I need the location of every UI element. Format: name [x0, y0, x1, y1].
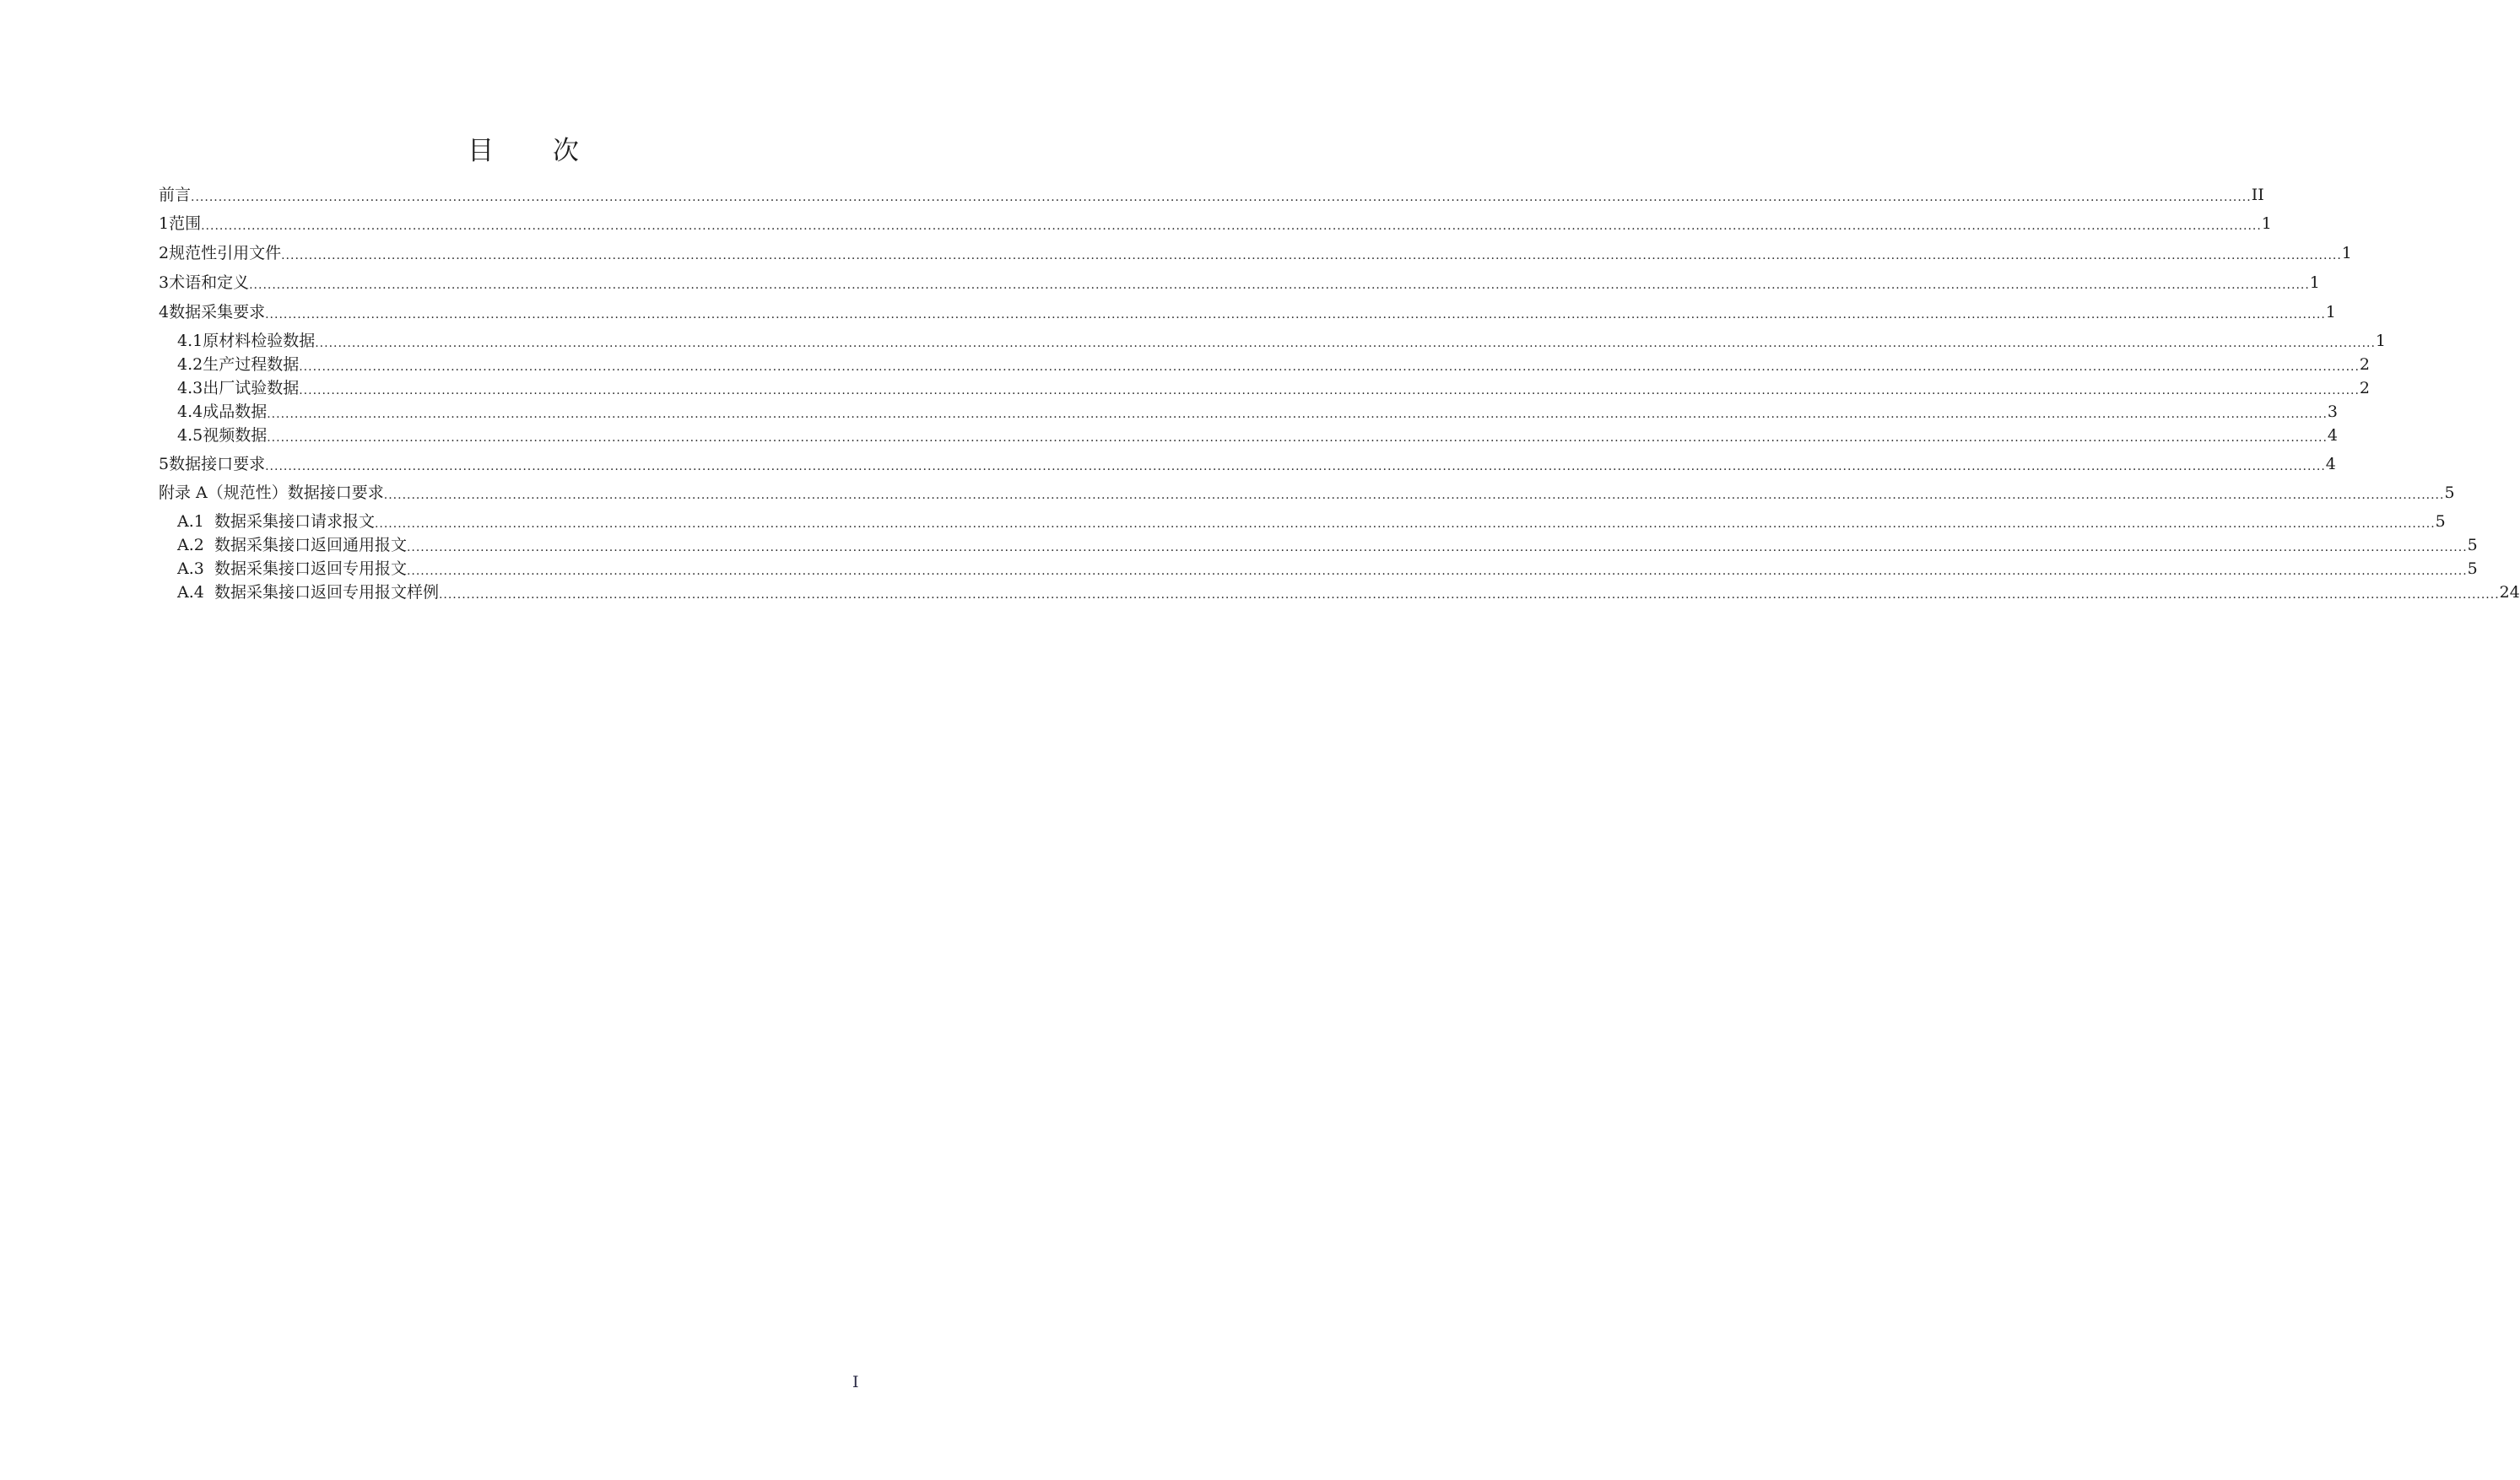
toc-entry-number: A.1: [177, 512, 214, 531]
toc-entry-page: 24: [2499, 583, 2520, 602]
toc-entry-number: 4.3: [177, 379, 203, 397]
toc-entry-number: 4.4: [177, 402, 203, 421]
page-title: 目 次: [468, 136, 604, 166]
toc-entry-number: 1: [159, 214, 170, 233]
toc-entry-title: 数据接口要求: [169, 455, 266, 473]
toc-entry-4-1[interactable]: [177, 330, 2387, 352]
toc-entry-title: 数据采集要求: [169, 303, 266, 321]
toc-entry-page: 1: [2341, 244, 2352, 262]
toc-entry-a-3[interactable]: [177, 558, 2478, 580]
toc-entry-title: 术语和定义: [169, 273, 250, 292]
toc-entry-page: 3: [2327, 402, 2339, 421]
toc-entry-number: A.4: [177, 583, 214, 602]
toc-entry-page: 1: [2325, 303, 2336, 321]
toc-entry-page: 1: [2261, 214, 2272, 233]
toc-entry-title: 数据采集接口请求报文: [214, 512, 375, 531]
toc-leader-dots: ................................................................................................................................................................................................................................................................................................................................................................................................................................................................: [281, 249, 2342, 262]
toc-leader-dots: ................................................................................................................................................................................................................................................................................................................................................................................................................................................................: [267, 408, 2328, 421]
toc-entry-title: 范围: [169, 214, 202, 233]
toc-entry-page: 1: [2375, 332, 2387, 350]
toc-leader-dots: ................................................................................................................................................................................................................................................................................................................................................................................................................................................................: [374, 517, 2436, 531]
toc-entry-interface[interactable]: [159, 453, 2336, 475]
toc-entry-page: 4: [2327, 426, 2339, 445]
toc-entry-page: 2: [2359, 379, 2371, 397]
toc-entry-4-2[interactable]: [177, 354, 2371, 375]
toc-entry-title: 成品数据: [203, 402, 268, 421]
toc-entry-page: 2: [2359, 355, 2371, 374]
toc-entry-title: 附录 A（规范性）数据接口要求: [159, 483, 384, 502]
toc-leader-dots: ................................................................................................................................................................................................................................................................................................................................................................................................................................................................: [265, 460, 2326, 473]
toc-entry-a-4[interactable]: [177, 581, 2520, 603]
toc-leader-dots: ................................................................................................................................................................................................................................................................................................................................................................................................................................................................: [406, 541, 2468, 554]
toc-entry-4-5[interactable]: [177, 424, 2339, 446]
toc-entry-title: 数据采集接口返回通用报文: [214, 536, 407, 554]
toc-entry-scope[interactable]: [159, 213, 2272, 235]
toc-entry-title: 规范性引用文件: [169, 244, 282, 262]
page-number: I: [852, 1373, 859, 1391]
toc-entry-a-1[interactable]: [177, 510, 2446, 532]
toc-entry-page: 5: [2444, 483, 2455, 502]
toc-entry-data-collection[interactable]: [159, 301, 2336, 323]
toc-entry-a-2[interactable]: [177, 534, 2478, 556]
toc-entry-page: 4: [2325, 455, 2336, 473]
toc-entry-title: 前言: [159, 186, 192, 204]
toc-leader-dots: ................................................................................................................................................................................................................................................................................................................................................................................................................................................................: [383, 489, 2445, 502]
toc-leader-dots: ................................................................................................................................................................................................................................................................................................................................................................................................................................................................: [201, 219, 2262, 233]
toc-leader-dots: ................................................................................................................................................................................................................................................................................................................................................................................................................................................................: [265, 308, 2326, 321]
toc-leader-dots: ................................................................................................................................................................................................................................................................................................................................................................................................................................................................: [249, 278, 2310, 292]
toc-entry-number: 5: [159, 455, 170, 473]
toc-entry-appendix-a[interactable]: [159, 482, 2455, 504]
toc-leader-dots: ................................................................................................................................................................................................................................................................................................................................................................................................................................................................: [299, 360, 2360, 374]
toc-entry-page: 1: [2309, 273, 2320, 292]
toc-entry-number: 3: [159, 273, 170, 292]
toc-entry-4-3[interactable]: [177, 377, 2371, 399]
toc-entry-number: 4.1: [177, 332, 203, 350]
toc-leader-dots: ................................................................................................................................................................................................................................................................................................................................................................................................................................................................: [267, 431, 2328, 445]
toc-entry-4-4[interactable]: [177, 401, 2339, 423]
toc-entry-page: 5: [2467, 536, 2478, 554]
toc-entry-normative-references[interactable]: [159, 242, 2352, 264]
toc-entry-title: 数据采集接口返回专用报文: [214, 559, 407, 578]
toc-leader-dots: ................................................................................................................................................................................................................................................................................................................................................................................................................................................................: [315, 337, 2376, 350]
toc-entry-title: 视频数据: [203, 426, 268, 445]
toc-entry-number: 2: [159, 244, 170, 262]
toc-entry-page: II: [2251, 186, 2264, 204]
toc-entry-page: 5: [2467, 559, 2478, 578]
toc-entry-preface[interactable]: [159, 184, 2264, 206]
toc-entry-title: 生产过程数据: [203, 355, 300, 374]
toc-leader-dots: ................................................................................................................................................................................................................................................................................................................................................................................................................................................................: [191, 191, 2252, 204]
toc-entry-page: 5: [2435, 512, 2446, 531]
toc-entry-title: 原材料检验数据: [203, 332, 316, 350]
toc-leader-dots: ................................................................................................................................................................................................................................................................................................................................................................................................................................................................: [438, 588, 2500, 602]
toc-entry-title: 出厂试验数据: [203, 379, 300, 397]
toc-leader-dots: ................................................................................................................................................................................................................................................................................................................................................................................................................................................................: [406, 564, 2468, 578]
toc-entry-number: A.2: [177, 536, 214, 554]
toc-entry-terms[interactable]: [159, 272, 2320, 294]
toc-entry-title: 数据采集接口返回专用报文样例: [214, 583, 439, 602]
toc-leader-dots: ................................................................................................................................................................................................................................................................................................................................................................................................................................................................: [299, 384, 2360, 397]
toc-entry-number: 4.2: [177, 355, 203, 374]
toc-entry-number: 4.5: [177, 426, 203, 445]
toc-entry-number: A.3: [177, 559, 214, 578]
toc-entry-number: 4: [159, 303, 170, 321]
